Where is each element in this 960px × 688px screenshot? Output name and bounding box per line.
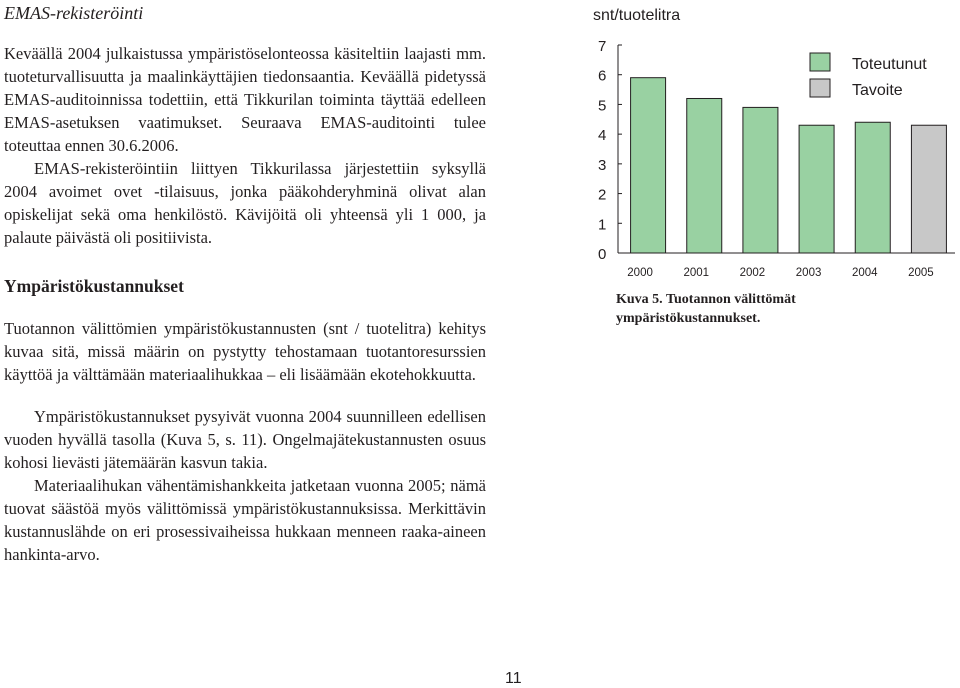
legend-label-toteutunut: Toteutunut	[852, 56, 927, 73]
y-tick-label: 7	[598, 38, 607, 55]
caption-text: Tuotannon välittömät ympäristökustannukset.	[616, 292, 796, 326]
y-tick-label: 6	[598, 67, 607, 85]
y-tick-label: 1	[598, 216, 607, 234]
x-tick-label: 2005	[908, 267, 934, 279]
x-tick-label: 2003	[795, 267, 822, 279]
bar-toteutunut-2000	[631, 78, 666, 253]
legend-swatch-toteutunut	[810, 53, 830, 71]
page-number: 11	[505, 670, 522, 687]
costs-heading: Ympäristökustannukset	[4, 276, 184, 296]
bar-toteutunut-2001	[687, 98, 722, 253]
y-tick-label: 3	[598, 156, 607, 174]
y-tick-label: 0	[598, 246, 607, 263]
figure-caption	[616, 290, 856, 328]
costs-paragraph-1: Tuotannon välittömien ympäristökustannusten (snt / tuotelitra) kehitys kuvaa sitä, missä määrin on pystytty tehostamaan tuotantoresurssien käyttöä ja välttämään materiaalihukkaa – eli lisäämään ekotehokkuutta.	[4, 319, 486, 384]
section-title: EMAS-rekisteröinti	[4, 3, 144, 23]
emas-paragraph-2: EMAS-rekisteröintiin liittyen Tikkurilassa järjestettiin syksyllä 2004 avoimet ovet -tilaisuus, jonka pääkohderyhminä olivat alan opiskelijat sekä oma henkilöstö. Kävijöitä oli yhteensä yli 1 000, ja palaute päivästä oli positiivista.	[4, 159, 486, 247]
costs-paragraph-3: Materiaalihukan vähentämishankkeita jatketaan vuonna 2005; nämä tuovat säästöä myös välittömissä ympäristökustannuksissa. Merkittävin kustannuslähde on eri prosessivaiheissa hukkaan menneen raaka-aineen hankinta-arvo.	[4, 476, 486, 564]
bar-toteutunut-2003	[799, 125, 834, 253]
y-tick-label: 4	[598, 127, 607, 145]
y-tick-label: 2	[598, 186, 607, 204]
bar-toteutunut-2004	[855, 122, 890, 253]
legend-swatch-tavoite	[810, 79, 830, 97]
emas-paragraph-1: Keväällä 2004 julkaistussa ympäristöselonteossa käsiteltiin laajasti mm. tuoteturvallisuutta ja maalinkäyttäjien tiedonsaantia. Keväällä pidetyssä EMAS-auditoinnissa todettiin, että Tikkurilan toiminta täyttää edelleen EMAS-asetuksen vaatimukset. Seuraava EMAS-auditointi tulee toteuttaa ennen 30.6.2006.	[4, 44, 486, 155]
x-tick-label: 2001	[683, 267, 710, 279]
bar-tavoite-2005	[911, 125, 946, 253]
legend-label-tavoite: Tavoite	[852, 82, 903, 99]
x-tick-label: 2002	[739, 267, 766, 279]
x-tick-label: 2004	[851, 267, 878, 279]
y-axis-label: snt/tuotelitra	[593, 7, 681, 24]
y-tick-label: 5	[598, 97, 607, 115]
bar-toteutunut-2002	[743, 107, 778, 253]
caption-label: Kuva 5.	[616, 292, 663, 307]
x-tick-label: 2000	[627, 267, 653, 279]
costs-paragraph-2: Ympäristökustannukset pysyivät vuonna 2004 suunnilleen edellisen vuoden hyvällä tasolla (Kuva 5, s. 11). Ongelmajätekustannusten osuus kohosi lievästi jätemäärän kasvun takia.	[4, 407, 486, 472]
